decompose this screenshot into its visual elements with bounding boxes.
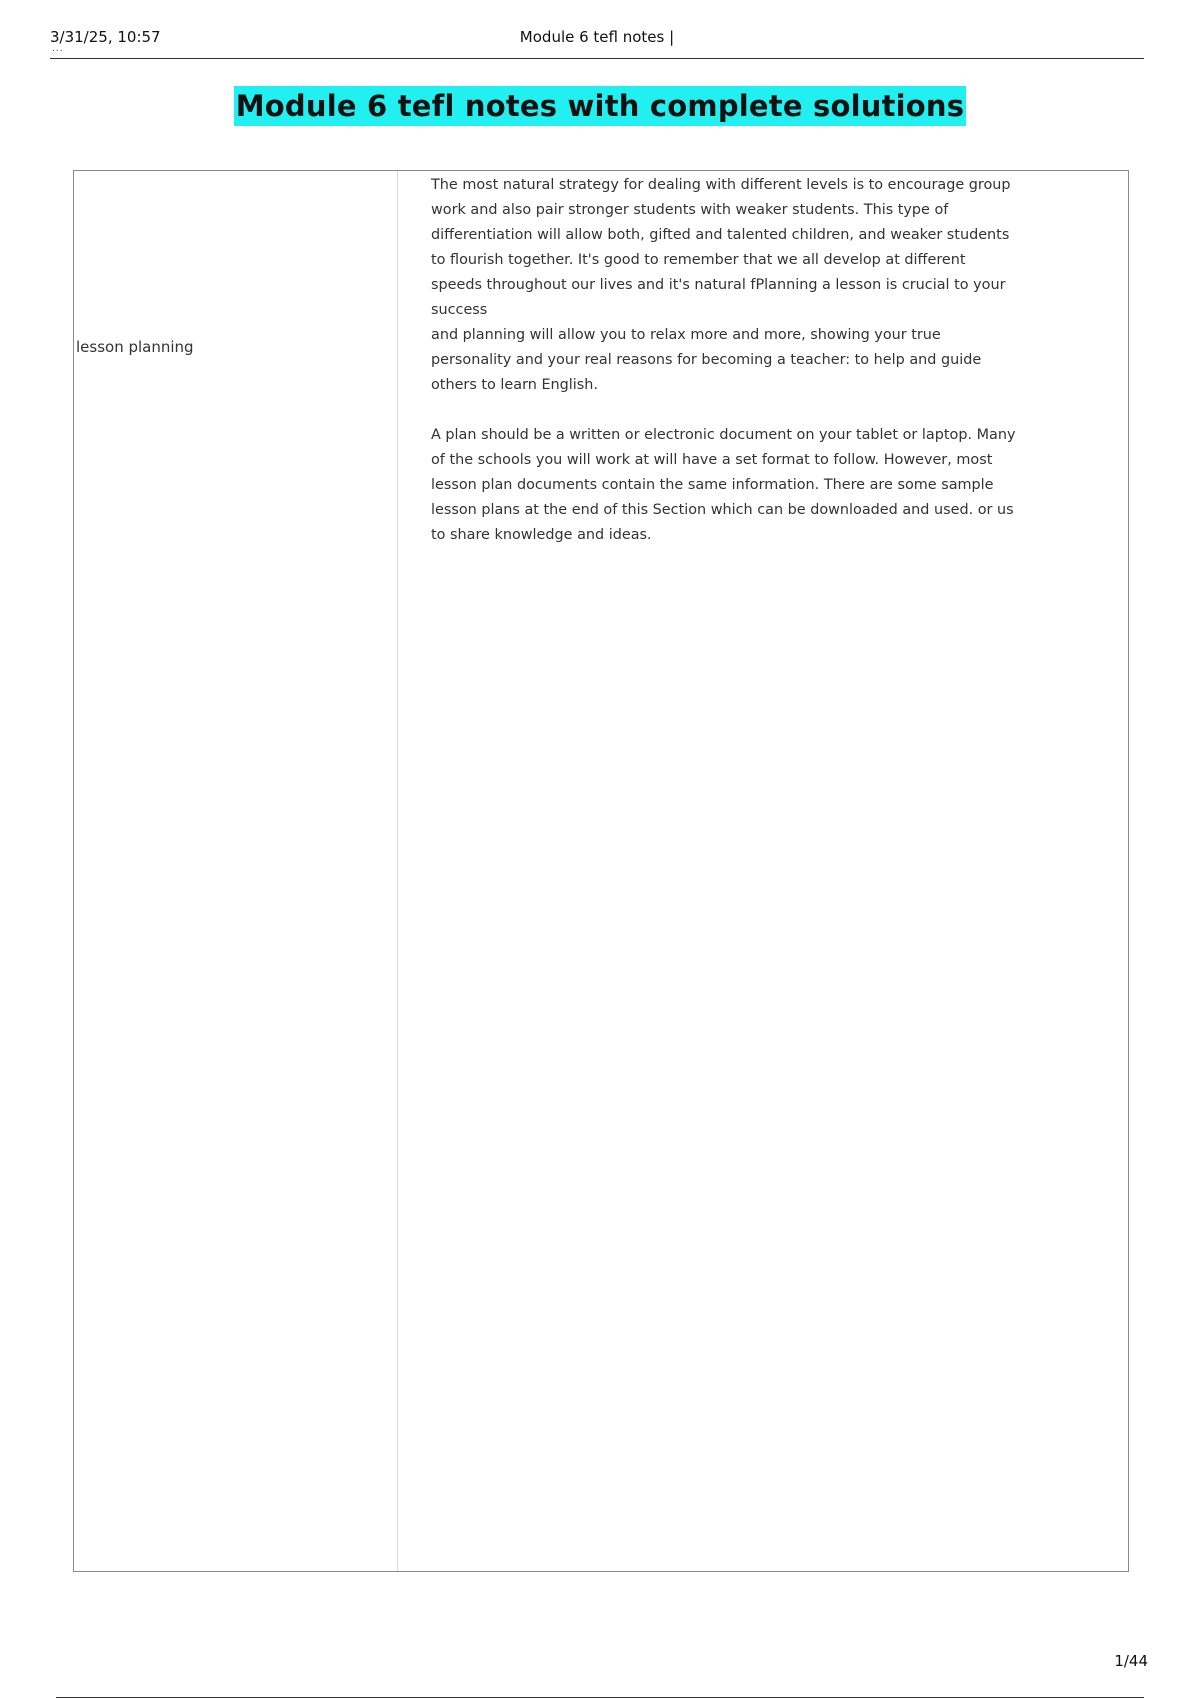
term-label: lesson planning [76, 338, 194, 356]
description-paragraph: A plan should be a written or electronic document on your tablet or laptop. Many of the schools you will work at will have a set format to follow. However, most lesson plan documents contain the same information. There are some sample lesson plans at the end of this Section which can be downloaded and used. or us to share knowledge and ideas. [431, 427, 1016, 543]
page-number: 1/44 [1114, 1652, 1148, 1670]
document-title-wrapper [0, 86, 1200, 126]
table-cell-description [398, 171, 1128, 1571]
print-header-title: Module 6 tefl notes | [519, 28, 675, 46]
print-date: 3/31/25, 10:57 [50, 28, 161, 46]
print-header [50, 28, 1144, 59]
description-paragraph: The most natural strategy for dealing with different levels is to encourage group work and also pair stronger students with weaker students. This type of differentiation will allow both, gifted and talented children, and weaker students to flourish together. It's good to remember that we all develop at different speeds throughout our lives and it's natural fPlanning a lesson is crucial to your success [431, 177, 1011, 318]
print-date-marks: ... [52, 44, 64, 54]
description-paragraph: and planning will allow you to relax more and more, showing your true personality and your real reasons for becoming a teacher: to help and guide others to learn English. [431, 327, 982, 393]
notes-table [73, 170, 1129, 1572]
footer-divider [56, 1697, 1144, 1698]
table-cell-term [74, 171, 398, 1571]
document-title: Module 6 tefl notes with complete solutions [234, 86, 966, 126]
